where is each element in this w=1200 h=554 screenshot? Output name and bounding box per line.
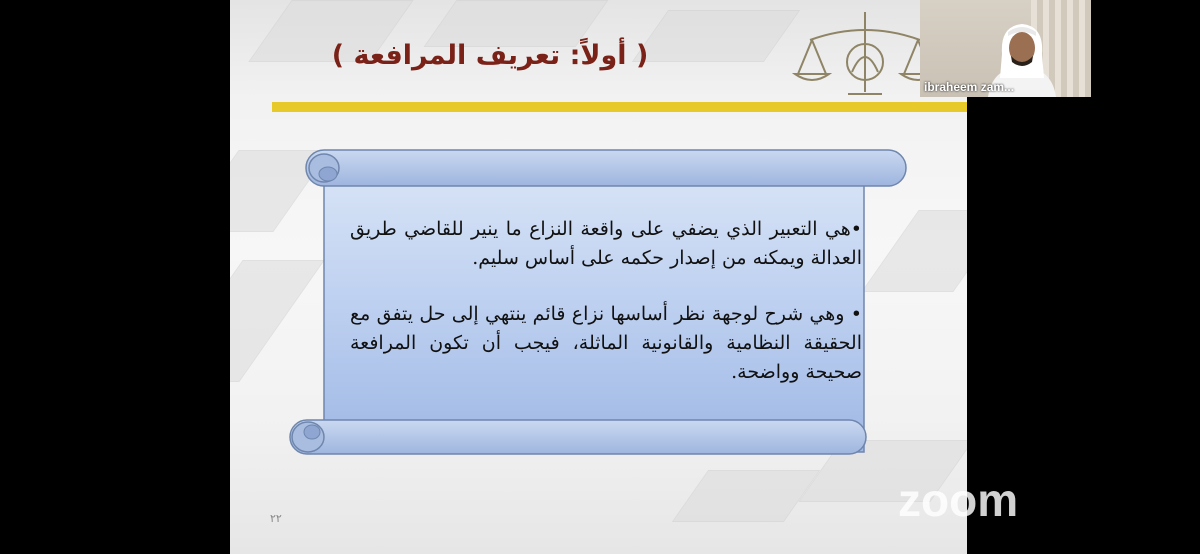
definition-paragraph-1: •هي التعبير الذي يضفي على واقعة النزاع ما ينير للقاضي طريق العدالة ويمكنه من إصدار حكمه على أساس سليم. [350,218,862,269]
scales-of-justice-icon [790,2,940,102]
title-bracket-close: ) [331,40,345,71]
background-tile [672,470,820,522]
slide-page-number: ٢٢ [270,512,282,525]
zoom-watermark-text: zoom [898,476,1019,524]
participant-video-tile[interactable] [920,0,1091,97]
title-underline-bar [272,102,967,112]
title-prefix: أولاً: [569,40,627,71]
participant-name: ibraheem zam... [924,80,1015,94]
title-main: تعريف المرافعة [353,40,561,71]
presentation-slide [230,0,967,554]
slide-title [230,40,750,71]
definition-paragraph-2: • وهي شرح لوجهة نظر أساسها نزاع قائم ينتهي إلى حل يتفق مع الحقيقة النظامية والقانونية الماثلة، فيجب أن تكون المرافعة صحيحة وواضحة. [350,303,862,383]
zoom-watermark-logo [898,476,1058,524]
title-bracket-open: ( [635,40,649,71]
scroll-content [350,215,862,414]
